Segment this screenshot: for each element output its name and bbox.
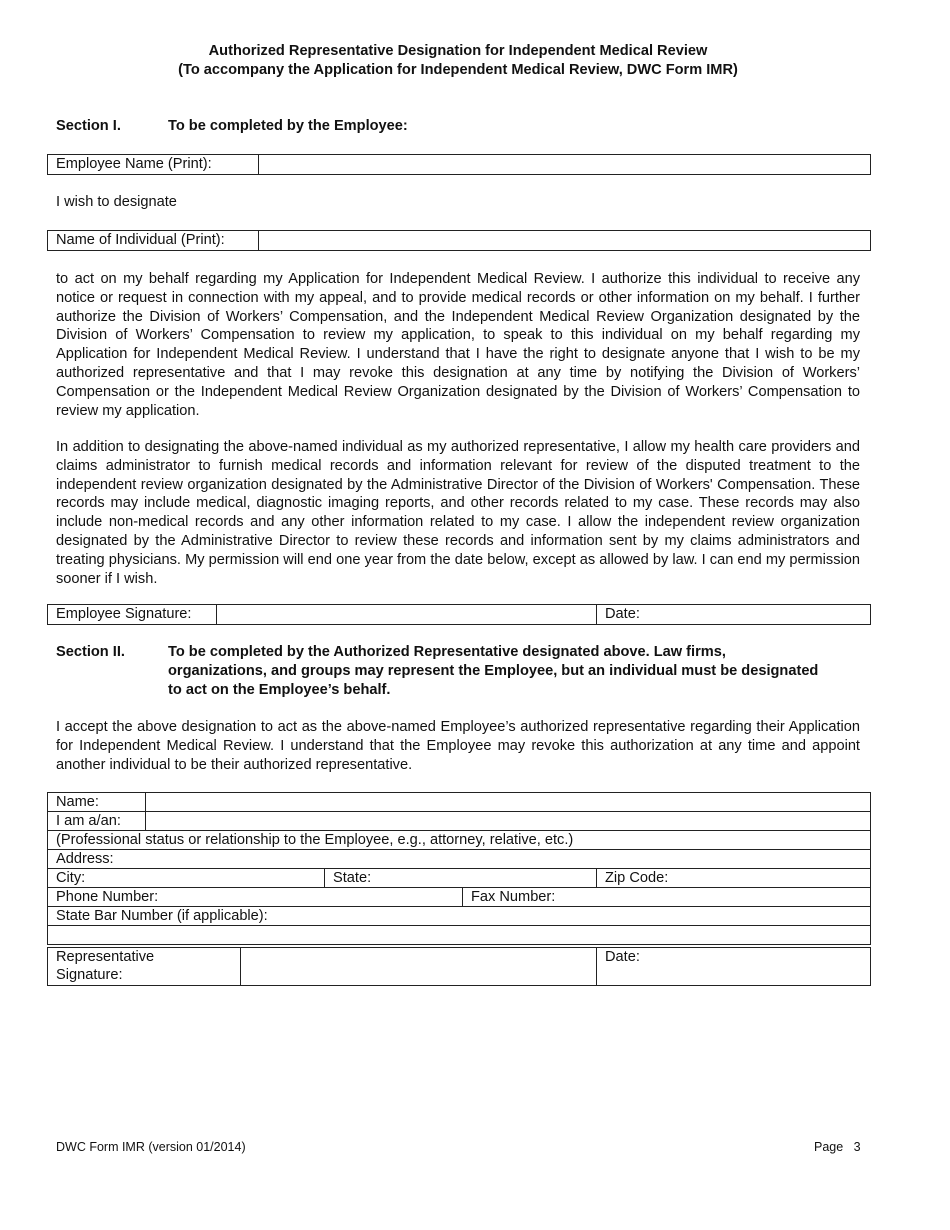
form-title-line2: (To accompany the Application for Independent Medical Review, DWC Form IMR) xyxy=(178,62,738,78)
section2-heading-line2: organizations, and groups may represent the Employee, but an individual must be designated xyxy=(168,663,819,679)
rep-signature-label-line2: Signature: xyxy=(56,967,123,983)
rep-state-bar-label: State Bar Number (if applicable): xyxy=(56,908,268,924)
section2-heading-line1: To be completed by the Authorized Representative designated above. Law firms, xyxy=(168,644,726,660)
individual-name-field[interactable] xyxy=(259,231,871,251)
rep-date-label: Date: xyxy=(605,949,640,965)
footer-page-number: 3 xyxy=(853,1140,861,1154)
records-permission-paragraph: In addition to designating the above-named individual as my authorized representative, I allow my health care providers and claims administrator to furnish medical records and information relevant for review of the disputed treatment to the independent review organization designated by the Administrative Director of the Division of Workers' Compensation. These records may include medical, diagnostic imaging reports, and other records related to my case. These records may also include non-medical records and any other information related to my case. I allow the independent review organization designated by the Administrative Director to review these records and information sent by my claims administrators and treating physicians. My permission will end one year from the date below, except as allowed by law. I can end my permission sooner if I wish. xyxy=(56,439,860,587)
individual-name-label: Name of Individual (Print): xyxy=(48,231,259,251)
employee-name-label: Employee Name (Print): xyxy=(48,155,259,175)
rep-zip-field[interactable] xyxy=(597,869,871,888)
footer-page xyxy=(814,1140,861,1154)
footer-form-version: DWC Form IMR (version 01/2014) xyxy=(56,1140,246,1154)
section1-number: Section I. xyxy=(56,118,121,134)
rep-name-field[interactable] xyxy=(146,793,871,812)
rep-date-field[interactable] xyxy=(597,948,871,986)
rep-address-field[interactable] xyxy=(48,850,871,869)
employee-name-table xyxy=(47,154,871,175)
rep-signature-field[interactable] xyxy=(241,948,597,986)
rep-zip-label: Zip Code: xyxy=(605,870,669,886)
footer-page-label: Page xyxy=(814,1140,844,1154)
employee-signature-label: Employee Signature: xyxy=(48,605,217,625)
rep-city-label: City: xyxy=(56,870,86,886)
rep-state-label: State: xyxy=(333,870,372,886)
rep-address-label: Address: xyxy=(56,851,114,867)
rep-signature-label-line1: Representative xyxy=(56,949,155,965)
rep-signature-label xyxy=(48,948,241,986)
rep-state-bar-field[interactable] xyxy=(48,907,871,926)
individual-name-table xyxy=(47,230,871,251)
rep-fax-label: Fax Number: xyxy=(471,889,556,905)
rep-role-label: I am a/an: xyxy=(48,812,146,831)
representative-info-table xyxy=(47,792,871,945)
rep-name-label: Name: xyxy=(48,793,146,812)
blank-row xyxy=(48,926,871,945)
rep-city-field[interactable] xyxy=(48,869,325,888)
form-title-line1: Authorized Representative Designation for Independent Medical Review xyxy=(208,43,708,59)
employee-signature-table xyxy=(47,604,871,625)
section2-number: Section II. xyxy=(56,644,125,660)
employee-date-field[interactable] xyxy=(597,605,871,625)
rep-fax-field[interactable] xyxy=(463,888,871,907)
rep-phone-field[interactable] xyxy=(48,888,463,907)
rep-phone-label: Phone Number: xyxy=(56,889,159,905)
employee-signature-field[interactable] xyxy=(217,605,597,625)
section1-heading: To be completed by the Employee: xyxy=(168,118,408,134)
acceptance-paragraph: I accept the above designation to act as the above-named Employee’s authorized representative regarding their Application for Independent Medical Review. I understand that the Employee may revoke this authorization at any time and appoint another individual to be their authorized representative. xyxy=(56,719,860,773)
section2-heading-line3: to act on the Employee’s behalf. xyxy=(168,682,391,698)
authorization-paragraph: to act on my behalf regarding my Application for Independent Medical Review. I authorize this individual to receive any notice or request in connection with my appeal, and to provide medical records or other information on my behalf. I further authorize the Division of Workers’ Compensation, and the Independent Medical Review Organization designated by the Division of Workers’ Compensation to review my application, to speak to this individual on my behalf regarding my Application for Independent Medical Review. I understand that I have the right to designate anyone that I wish to be my authorized representative and that I may revoke this designation at any time by notifying the Division of Workers’ Compensation or the Independent Medical Review Organization designated by the Division of Workers’ Compensation to review my application. xyxy=(56,271,860,419)
employee-name-field[interactable] xyxy=(259,155,871,175)
rep-status-note: (Professional status or relationship to the Employee, e.g., attorney, relative, etc.) xyxy=(48,831,871,850)
rep-role-field[interactable] xyxy=(146,812,871,831)
designate-text: I wish to designate xyxy=(56,194,177,210)
rep-state-field[interactable] xyxy=(325,869,597,888)
employee-date-label: Date: xyxy=(605,606,640,622)
representative-signature-table xyxy=(47,947,871,986)
